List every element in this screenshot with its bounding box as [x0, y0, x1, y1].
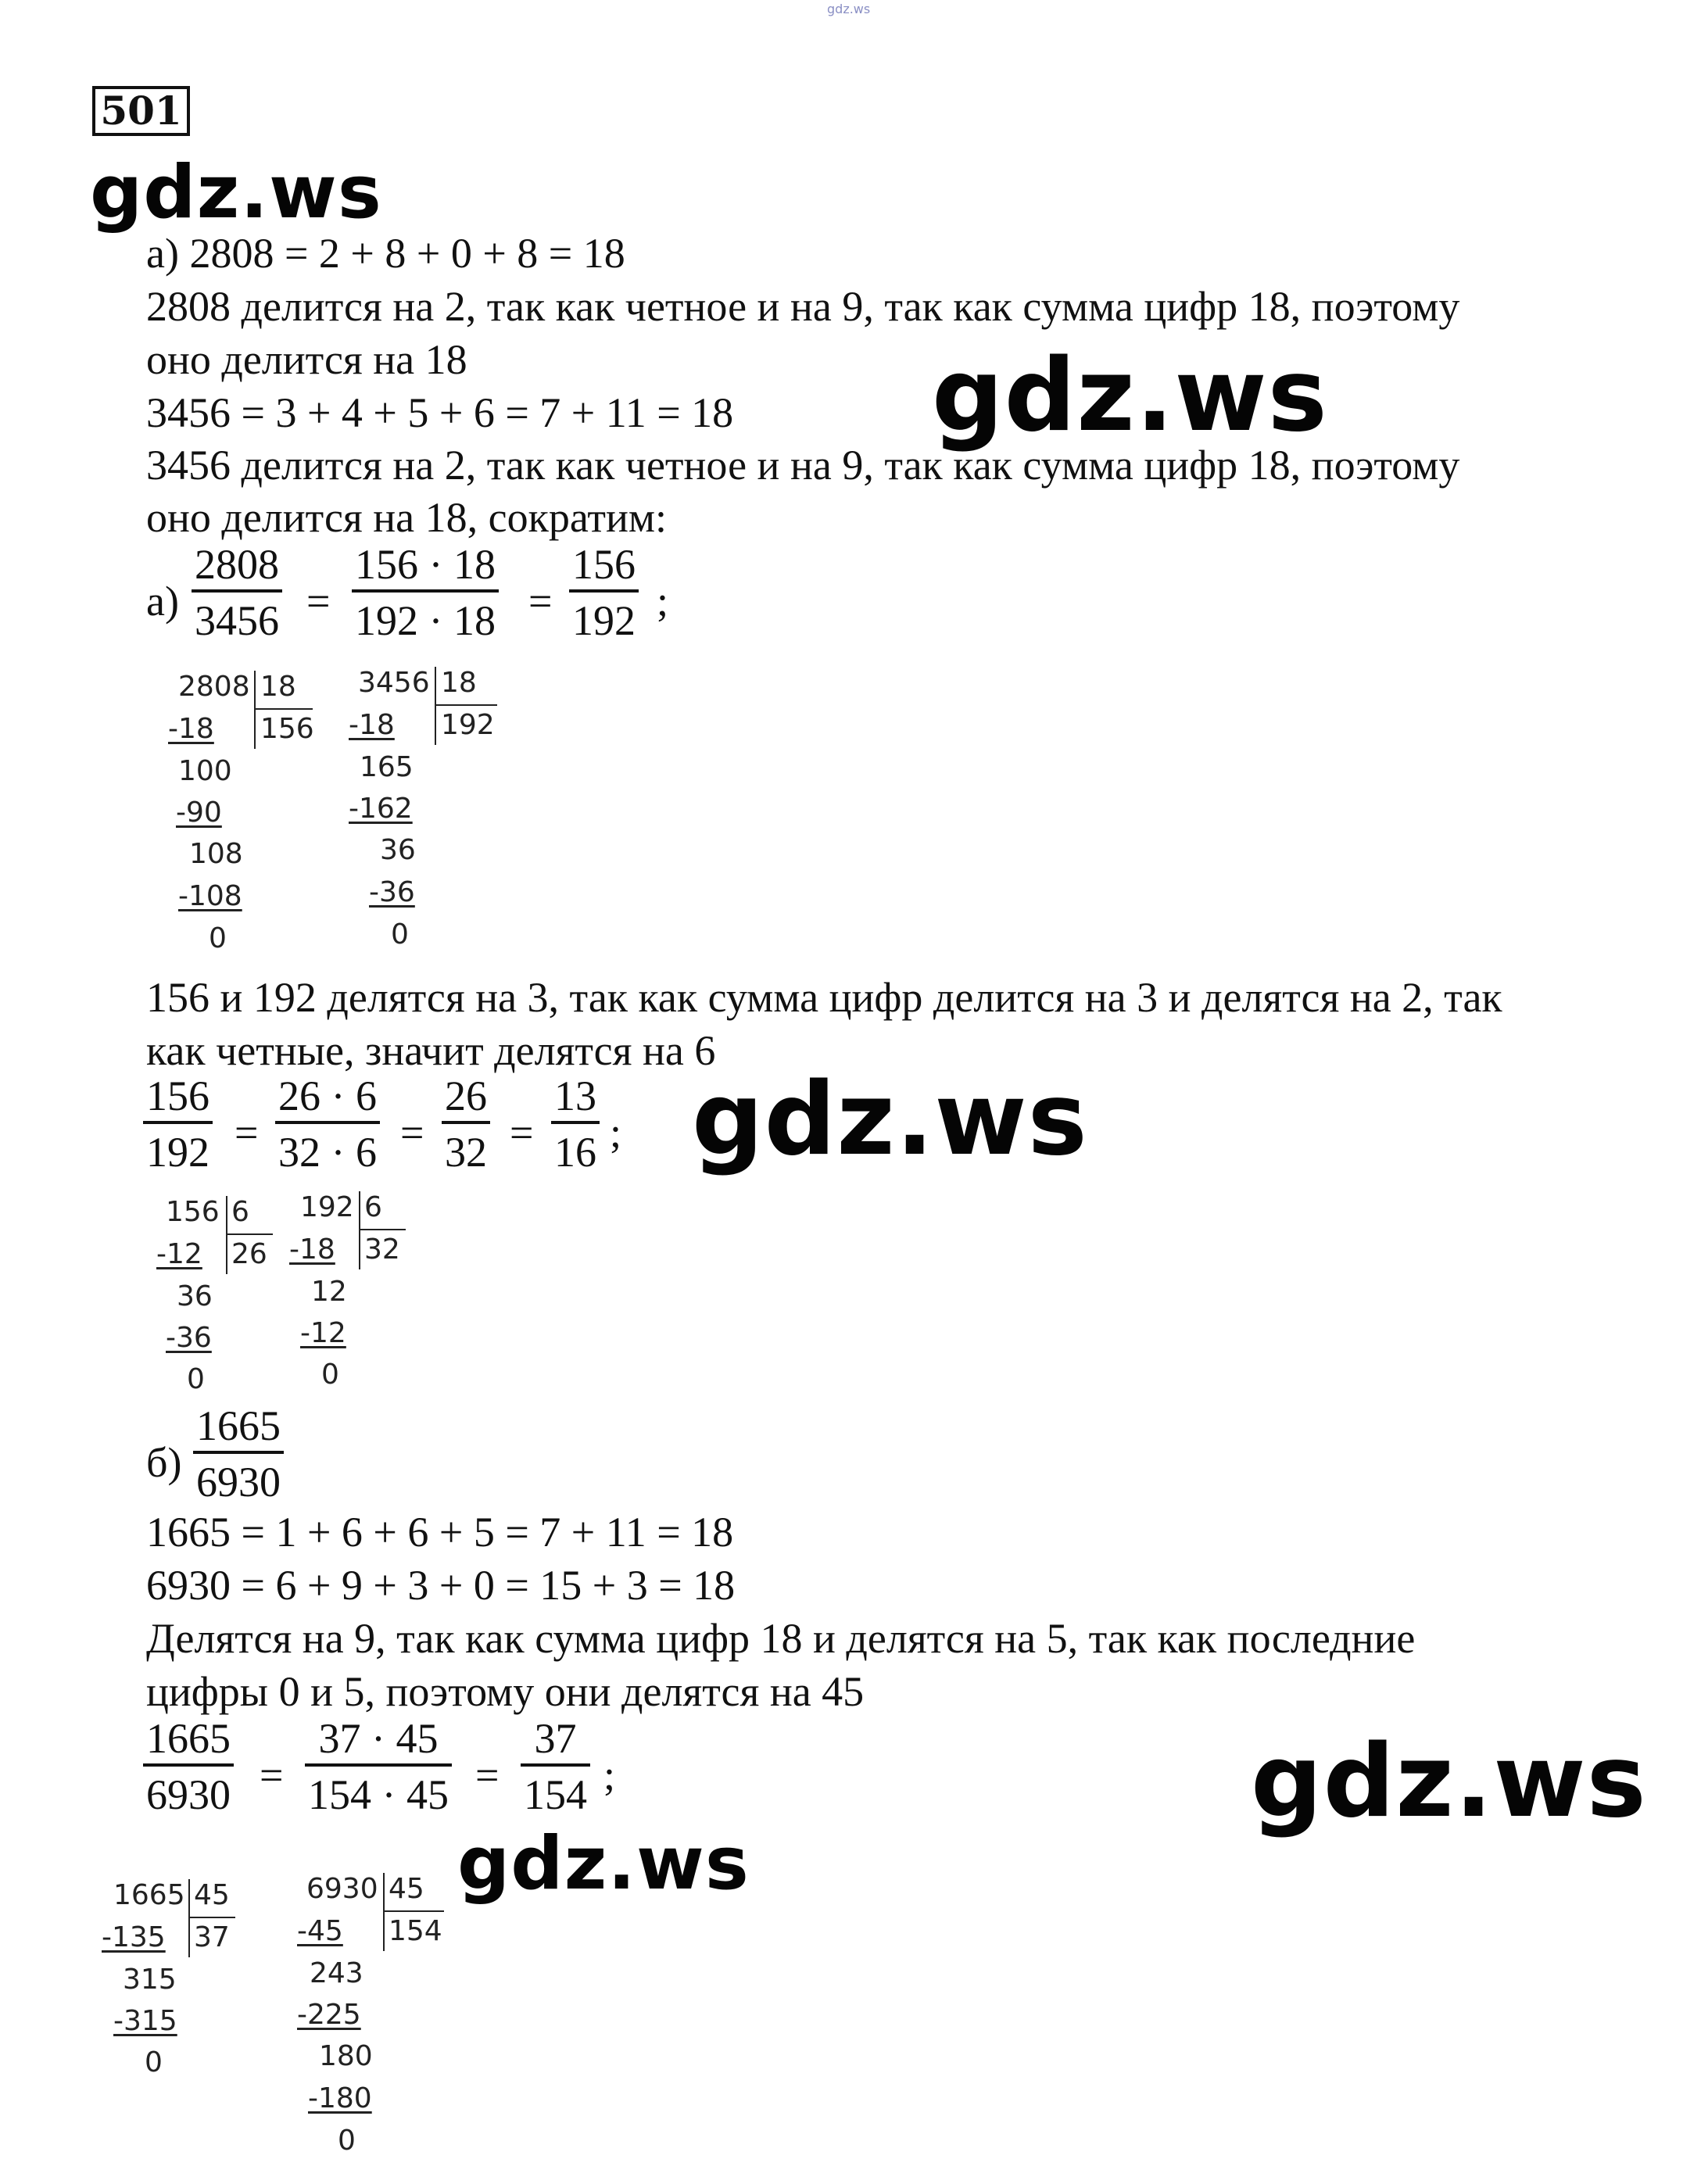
division-step: 0 — [145, 2046, 163, 2078]
denominator: 6930 — [146, 1771, 231, 1818]
division-step: 36 — [380, 834, 416, 866]
divisor: 6 — [364, 1191, 382, 1223]
divisor: 6 — [231, 1196, 249, 1228]
numerator: 156 — [572, 541, 636, 588]
denominator: 32 · 6 — [278, 1129, 377, 1176]
part-a-line: 3456 = 3 + 4 + 5 + 6 = 7 + 11 = 18 — [146, 389, 734, 436]
fraction — [143, 1072, 213, 1176]
fraction-bar — [275, 1121, 380, 1124]
part-b-line: Делятся на 9, так как сумма цифр 18 и делятся на 5, так как последние — [146, 1615, 1416, 1662]
denominator: 154 · 45 — [308, 1771, 449, 1818]
division-step: -36 — [369, 876, 415, 908]
division-bracket — [359, 1191, 360, 1269]
numerator: 1665 — [146, 1715, 231, 1762]
watermark: gdz.ws — [932, 338, 1328, 454]
divisor: 45 — [389, 1873, 424, 1905]
dividend: 156 — [166, 1196, 220, 1228]
quotient: 192 — [441, 709, 495, 741]
dividend: 3456 — [358, 667, 430, 699]
fraction — [275, 1072, 380, 1176]
numerator: 156 — [146, 1072, 209, 1119]
fraction — [352, 541, 499, 644]
fraction — [551, 1072, 600, 1176]
watermark: gdz.ws — [457, 1821, 750, 1907]
denominator: 16 — [554, 1129, 596, 1176]
fraction — [521, 1715, 590, 1818]
division-step: 0 — [187, 1363, 205, 1395]
numerator: 26 · 6 — [278, 1072, 377, 1119]
fraction-bar — [569, 589, 639, 593]
division-bracket — [188, 1879, 190, 1957]
denominator: 3456 — [195, 597, 279, 644]
fraction-bar — [352, 589, 499, 593]
equals-sign: = — [306, 578, 331, 625]
division-bracket — [188, 1917, 235, 1918]
fraction — [192, 541, 282, 644]
fraction-bar — [442, 1121, 490, 1124]
watermark: gdz.ws — [692, 1062, 1088, 1178]
fraction — [442, 1072, 490, 1176]
dividend: 192 — [300, 1191, 354, 1223]
division-step: -18 — [289, 1233, 335, 1266]
division-step: -36 — [166, 1322, 212, 1354]
divisor: 18 — [260, 671, 296, 703]
equals-sign: = — [475, 1752, 500, 1799]
part-a-line: оно делится на 18, сократим: — [146, 494, 668, 541]
equation-prefix: а) — [146, 578, 179, 625]
denominator: 6930 — [196, 1459, 281, 1506]
dividend: 6930 — [306, 1873, 378, 1905]
division-step: 36 — [177, 1280, 213, 1312]
division-bracket — [226, 1233, 273, 1235]
division-step: -108 — [178, 880, 242, 912]
fraction-bar — [521, 1763, 590, 1767]
fraction-bar — [143, 1121, 213, 1124]
quotient: 26 — [231, 1238, 267, 1270]
division-step: -90 — [176, 797, 222, 829]
numerator: 26 — [445, 1072, 487, 1119]
divisor: 18 — [441, 667, 477, 699]
numerator: 1665 — [196, 1402, 281, 1449]
division-step: -315 — [113, 2005, 177, 2037]
equals-sign: = — [510, 1109, 534, 1156]
quotient: 156 — [260, 713, 314, 745]
division-step: -18 — [168, 713, 214, 745]
division-step: 0 — [321, 1359, 339, 1391]
denominator: 192 — [146, 1129, 209, 1176]
fraction — [569, 541, 639, 644]
watermark: gdz.ws — [90, 150, 382, 235]
division-step: -18 — [349, 709, 395, 741]
part-a-line: 2808 делится на 2, так как четное и на 9, так как сумма цифр 18, поэтому — [146, 283, 1460, 330]
division-step: -180 — [308, 2082, 372, 2114]
dividend: 1665 — [113, 1879, 185, 1911]
semicolon: ; — [603, 1752, 616, 1799]
division-step: 0 — [209, 922, 227, 954]
equals-sign: = — [400, 1109, 424, 1156]
denominator: 192 · 18 — [355, 597, 496, 644]
division-step: 108 — [189, 838, 243, 870]
numerator: 37 — [534, 1715, 577, 1762]
division-bracket — [359, 1229, 406, 1230]
equals-sign: = — [528, 578, 553, 625]
dividend: 2808 — [178, 671, 250, 703]
fraction-bar — [193, 1451, 284, 1454]
equation-prefix: б) — [146, 1439, 182, 1486]
quotient: 32 — [364, 1233, 400, 1266]
quotient: 37 — [194, 1921, 230, 1953]
numerator: 2808 — [195, 541, 279, 588]
denominator: 154 — [524, 1771, 587, 1818]
part-b-line: цифры 0 и 5, поэтому они делятся на 45 — [146, 1668, 865, 1715]
division-step: 0 — [338, 2125, 356, 2157]
equals-sign: = — [235, 1109, 259, 1156]
semicolon: ; — [610, 1109, 622, 1156]
divisor: 45 — [194, 1879, 230, 1911]
division-step: -135 — [102, 1921, 166, 1953]
division-step: 12 — [311, 1276, 347, 1308]
division-step: -12 — [300, 1317, 346, 1349]
division-bracket — [226, 1196, 227, 1274]
division-step: 100 — [178, 755, 232, 787]
fraction-bar — [551, 1121, 600, 1124]
division-step: 315 — [123, 1964, 177, 1996]
part-b-line: 6930 = 6 + 9 + 3 + 0 = 15 + 3 = 18 — [146, 1562, 736, 1609]
division-bracket — [383, 1910, 444, 1912]
part-a-line: а) 2808 = 2 + 8 + 0 + 8 = 18 — [146, 230, 625, 277]
division-step: -162 — [349, 793, 413, 825]
division-step: 180 — [319, 2040, 373, 2072]
part-b-line: 1665 = 1 + 6 + 6 + 5 = 7 + 11 = 18 — [146, 1509, 734, 1556]
division-bracket — [383, 1873, 385, 1951]
division-step: -12 — [156, 1238, 202, 1270]
part-a-line: оно делится на 18 — [146, 336, 467, 383]
part-a-line: 3456 делится на 2, так как четное и на 9, так как сумма цифр 18, поэтому — [146, 442, 1460, 489]
fraction-bar — [143, 1763, 234, 1767]
equals-sign: = — [260, 1752, 284, 1799]
division-step: 0 — [391, 918, 409, 951]
division-step: 243 — [310, 1957, 363, 1989]
fraction-bar — [192, 589, 282, 593]
division-bracket — [435, 704, 497, 706]
denominator: 192 — [572, 597, 636, 644]
division-bracket — [435, 667, 436, 745]
numerator: 13 — [554, 1072, 596, 1119]
division-step: -225 — [297, 1999, 361, 2031]
denominator: 32 — [445, 1129, 487, 1176]
fraction-bar — [305, 1763, 452, 1767]
division-bracket — [254, 708, 313, 710]
quotient: 154 — [389, 1915, 442, 1947]
division-step: 165 — [360, 751, 414, 783]
fraction — [143, 1715, 234, 1818]
fraction — [193, 1402, 284, 1506]
semicolon: ; — [657, 578, 669, 625]
task-number-badge: 501 — [92, 86, 190, 136]
watermark: gdz.ws — [1251, 1724, 1647, 1840]
numerator: 156 · 18 — [355, 541, 496, 588]
division-bracket — [254, 671, 256, 749]
numerator: 37 · 45 — [318, 1715, 439, 1762]
fraction — [305, 1715, 452, 1818]
part-a-line: 156 и 192 делятся на 3, так как сумма цифр делится на 3 и делятся на 2, так — [146, 974, 1502, 1021]
division-step: -45 — [297, 1915, 343, 1947]
site-mark: gdz.ws — [827, 2, 871, 16]
part-a-line: как четные, значит делятся на 6 — [146, 1027, 716, 1074]
